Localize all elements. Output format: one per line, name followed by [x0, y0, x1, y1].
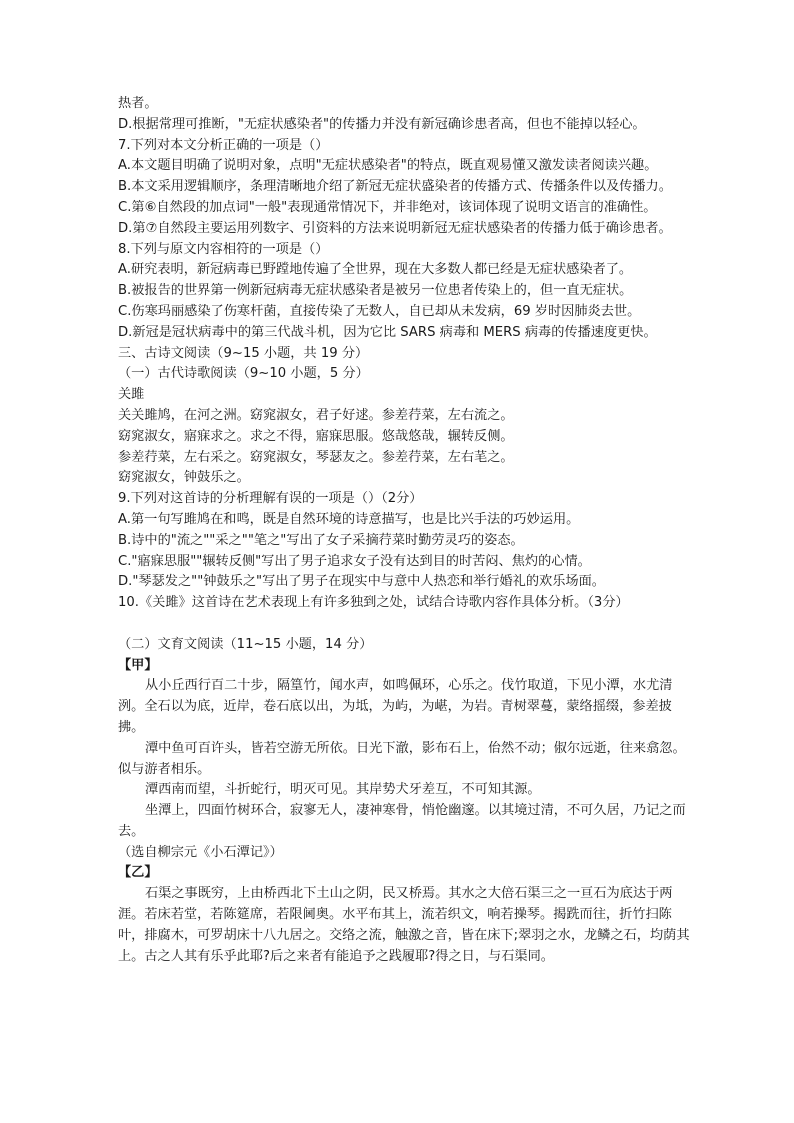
text-line: 8.下列与原文内容相符的一项是（）	[118, 241, 329, 257]
text-line: 潭西南而望，斗折蛇行，明灭可见。其岸势犬牙差互，不可知其源。	[145, 782, 541, 798]
text-line: 潭中鱼可百许头，皆若空游无所依。日光下澈，影布石上，佁然不动；俶尔远逝，往来翕忽。似与游者相乐。	[118, 740, 686, 777]
text-line: 窈窕淑女，钟鼓乐之。	[118, 470, 250, 486]
text-line: （选自柳宗元《小石潭记》）	[118, 844, 283, 860]
text-line: （二）文育文阅读（11~15 小题，14 分）	[118, 636, 373, 652]
text-line: （一）古代诗歌阅读（9~10 小题，5 分）	[118, 366, 369, 382]
text-line: 窈窕淑女，寤寐求之。求之不得，寤寐思服。悠哉悠哉，辗转反侧。	[118, 428, 514, 444]
text-line: B.诗中的"流之""采之""笔之"写出了女子采摘荇菜时勤劳灵巧的姿态。	[118, 532, 524, 548]
text-line: A.研究表明，新冠病毒已野蹚地传遍了全世界，现在大多数人都已经是无症状感染者了。	[118, 262, 633, 278]
text-line: C.第⑥自然段的加点词"一般"表现通常情况下，并非绝对，该词体现了说明文语言的准确性。	[118, 199, 657, 215]
text-line: B.本文采用逻辑顺序，条理清晰地介绍了新冠无症状盛染者的传播方式、传播条件以及传播力。	[118, 179, 672, 195]
section-title: 【乙】	[118, 865, 158, 881]
text-line: 三、古诗文阅读（9~15 小题，共 19 分）	[118, 345, 369, 361]
text-line: 从小丘西行百二十步，隔篁竹，闻水声，如鸣佩环，心乐之。伐竹取道，下见小潭，水尤清洌。全石以为底，近岸，卷石底以出，为坻，为屿，为嵁，为岩。青树翠蔓，蒙络摇缀，参差披拂。	[118, 678, 673, 735]
text-line: A.第一句写雎鸠在和鸣，既是自然环境的诗意描写，也是比兴手法的巧妙运用。	[118, 511, 580, 527]
section-title: 【甲】	[118, 657, 158, 673]
text-line: 参差荇菜，左右采之。窈窕淑女，琴瑟友之。参差荇菜，左右芼之。	[118, 449, 514, 465]
text-line: B.被报告的世界第一例新冠病毒无症状感染者是被另一位患者传染上的，但一直无症状。	[118, 283, 633, 299]
text-line: C."寤寐思服""辗转反侧"写出了男子追求女子没有达到目的时苦闷、焦灼的心情。	[118, 553, 591, 569]
document-page	[118, 94, 690, 967]
text-line: 10.《关雎》这首诗在艺术表现上有许多独到之处，试结合诗歌内容作具体分析。（3分）	[118, 595, 629, 611]
text-line: D.第⑦自然段主要运用列数字、引资料的方法来说明新冠无症状感染者的传播力低于确诊患者。	[118, 220, 672, 236]
text-line: D."琴瑟发之""钟鼓乐之"写出了男子在现实中与意中人热恋和举行婚礼的欢乐场面。	[118, 574, 605, 590]
text-line: 坐潭上，四面竹树环合，寂寥无人，凄神寒骨，悄怆幽邃。以其境过清，不可久居，乃记之而去。	[118, 803, 686, 839]
text-line: 9.下列对这首诗的分析理解有误的一项是（）（2分）	[118, 491, 423, 507]
text-line: 7.下列对本文分析正确的一项是（）	[118, 137, 329, 153]
text-line: 石渠之事既穷，上由桥西北下土山之阴，民又桥焉。其水之大倍石渠三之一亘石为底达于两涯。若床若堂，若陈筵席，若限阃奥。水平布其上，流若织文，响若操琴。揭跣而往，折竹扫陈叶，排腐木，可罗胡床十八九居之。交络之流，触激之音，皆在床下;翠羽之水，龙鳞之石，均荫其上。古之人其有乐乎此耶?后之来者有能追予之践履耶?得之日，与石渠同。	[118, 886, 690, 964]
text-line: D.新冠是冠状病毒中的第三代战斗机，因为它比 SARS 病毒和 MERS 病毒的传播速度更快。	[118, 324, 657, 340]
text-line: 热者。	[118, 96, 158, 111]
blank-line	[118, 614, 690, 635]
text-line: 关关雎鸠，在河之洲。窈窕淑女，君子好逑。参差荇菜，左右流之。	[118, 407, 514, 423]
text-line: 关雎	[118, 387, 145, 403]
text-line: A.本文题目明确了说明对象，点明"无症状感染者"的特点，既直观易懂又激发读者阅读兴趣。	[118, 158, 658, 174]
text-line: D.根据常理可推断，"无症状感染者"的传播力并没有新冠确诊患者高，但也不能掉以轻心。	[118, 116, 646, 132]
text-line: C.伤寒玛丽感染了伤寒杆菌，直接传染了无数人，自已却从未发病，69 岁时因肺炎去世。	[118, 303, 641, 319]
